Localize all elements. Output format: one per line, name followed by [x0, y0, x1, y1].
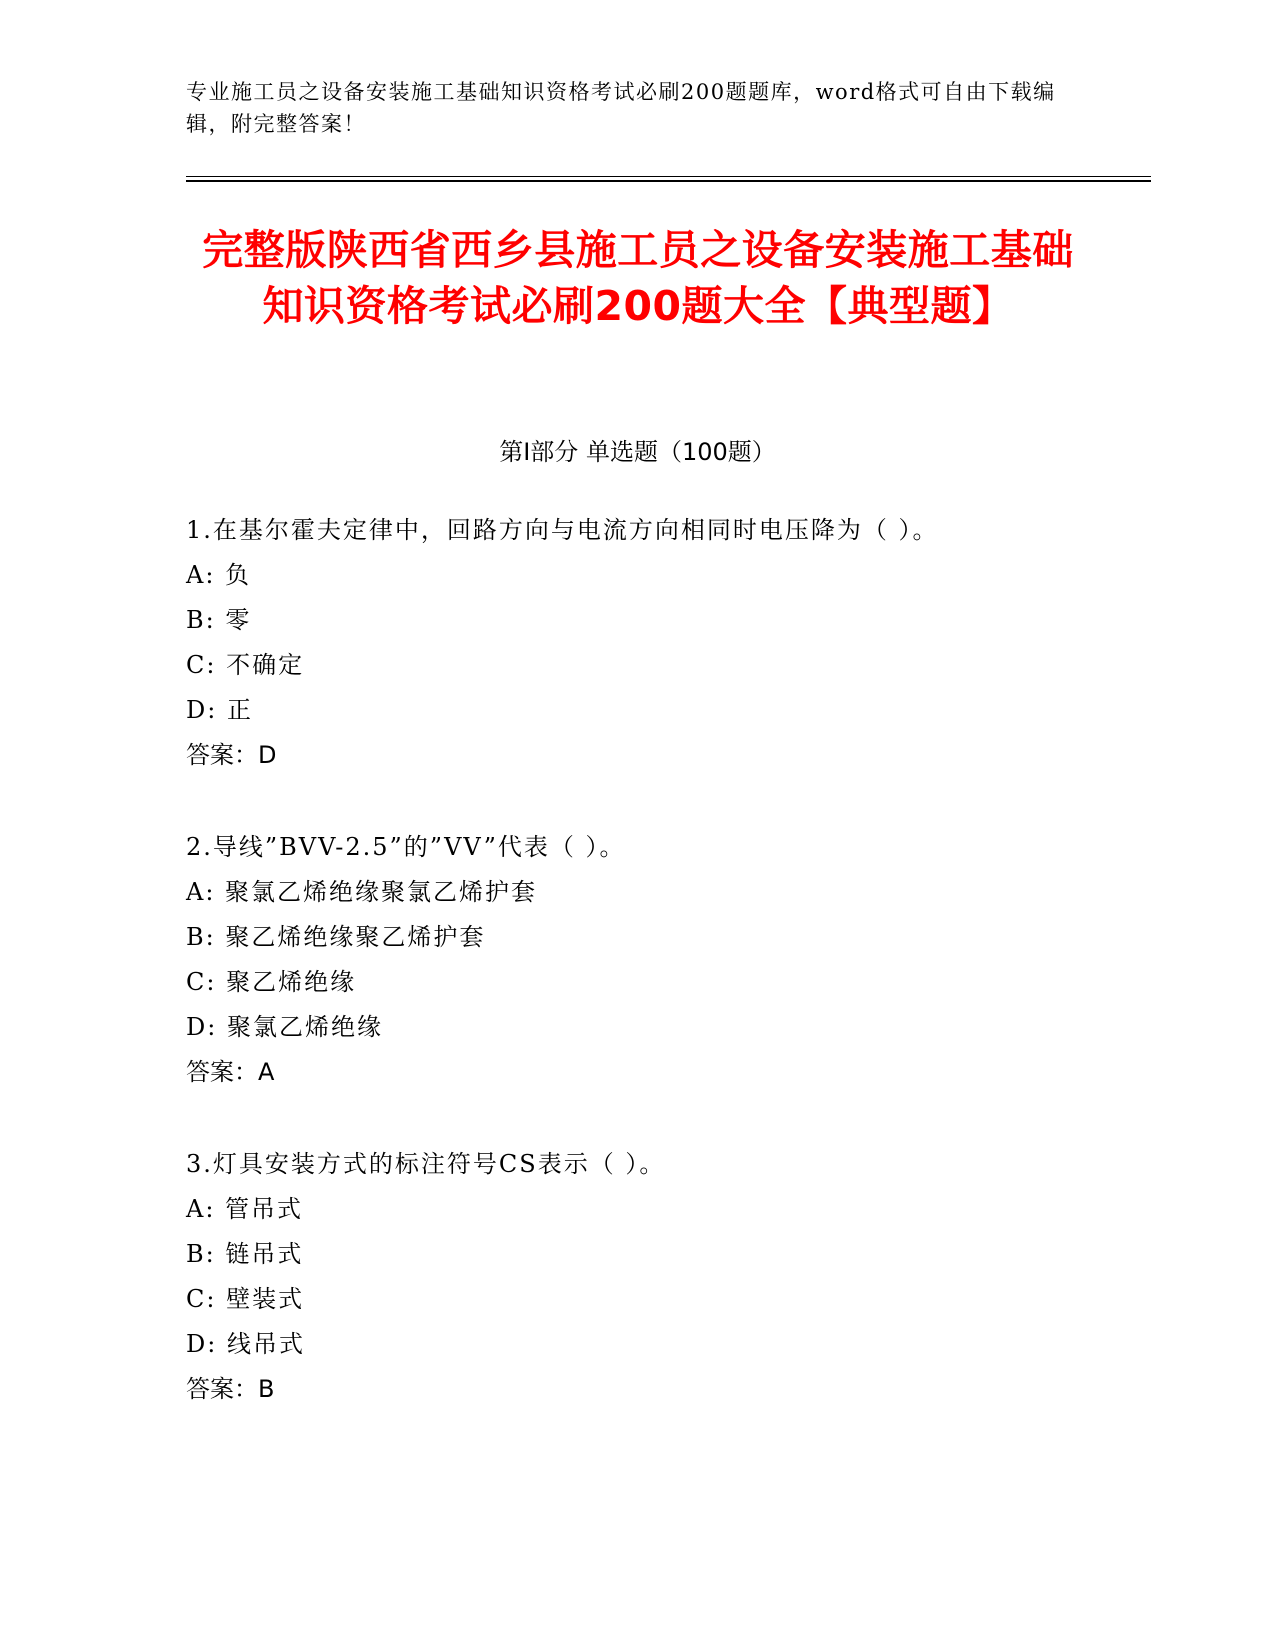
option-a: A: 管吊式 — [186, 1195, 304, 1223]
option-d: D: 线吊式 — [186, 1330, 305, 1358]
question-block — [186, 1142, 1146, 1412]
header-divider-thick — [186, 180, 1151, 182]
answer-line: 答案：B — [186, 1375, 275, 1403]
option-c: C: 聚乙烯绝缘 — [186, 968, 357, 996]
option-b: B: 零 — [186, 606, 252, 634]
option-b: B: 链吊式 — [186, 1240, 304, 1268]
question-block — [186, 508, 1146, 778]
option-b: B: 聚乙烯绝缘聚乙烯护套 — [186, 923, 486, 951]
option-a: A: 聚氯乙烯绝缘聚氯乙烯护套 — [186, 878, 538, 906]
header-note: 专业施工员之设备安装施工基础知识资格考试必刷200题题库，word格式可自由下载编辑，附完整答案！ — [186, 80, 1056, 136]
answer-line: 答案：A — [186, 1058, 275, 1086]
option-c: C: 壁装式 — [186, 1285, 305, 1313]
option-d: D: 正 — [186, 696, 253, 724]
option-d: D: 聚氯乙烯绝缘 — [186, 1013, 383, 1041]
option-a: A: 负 — [186, 561, 252, 589]
answer-line: 答案：D — [186, 741, 277, 769]
document-title: 完整版陕西省西乡县施工员之设备安装施工基础知识资格考试必刷200题大全【典型题】 — [202, 226, 1074, 330]
option-c: C: 不确定 — [186, 651, 305, 679]
question-stem: 3.灯具安装方式的标注符号CS表示（ ）。 — [186, 1150, 666, 1178]
question-block — [186, 825, 1146, 1095]
question-stem: 1.在基尔霍夫定律中，回路方向与电流方向相同时电压降为（ ）。 — [186, 516, 939, 544]
header-divider-thin — [186, 176, 1151, 177]
section-heading: 第I部分 单选题（100题） — [499, 438, 776, 466]
question-stem: 2.导线”BVV-2.5”的”VV”代表（ ）。 — [186, 833, 626, 861]
